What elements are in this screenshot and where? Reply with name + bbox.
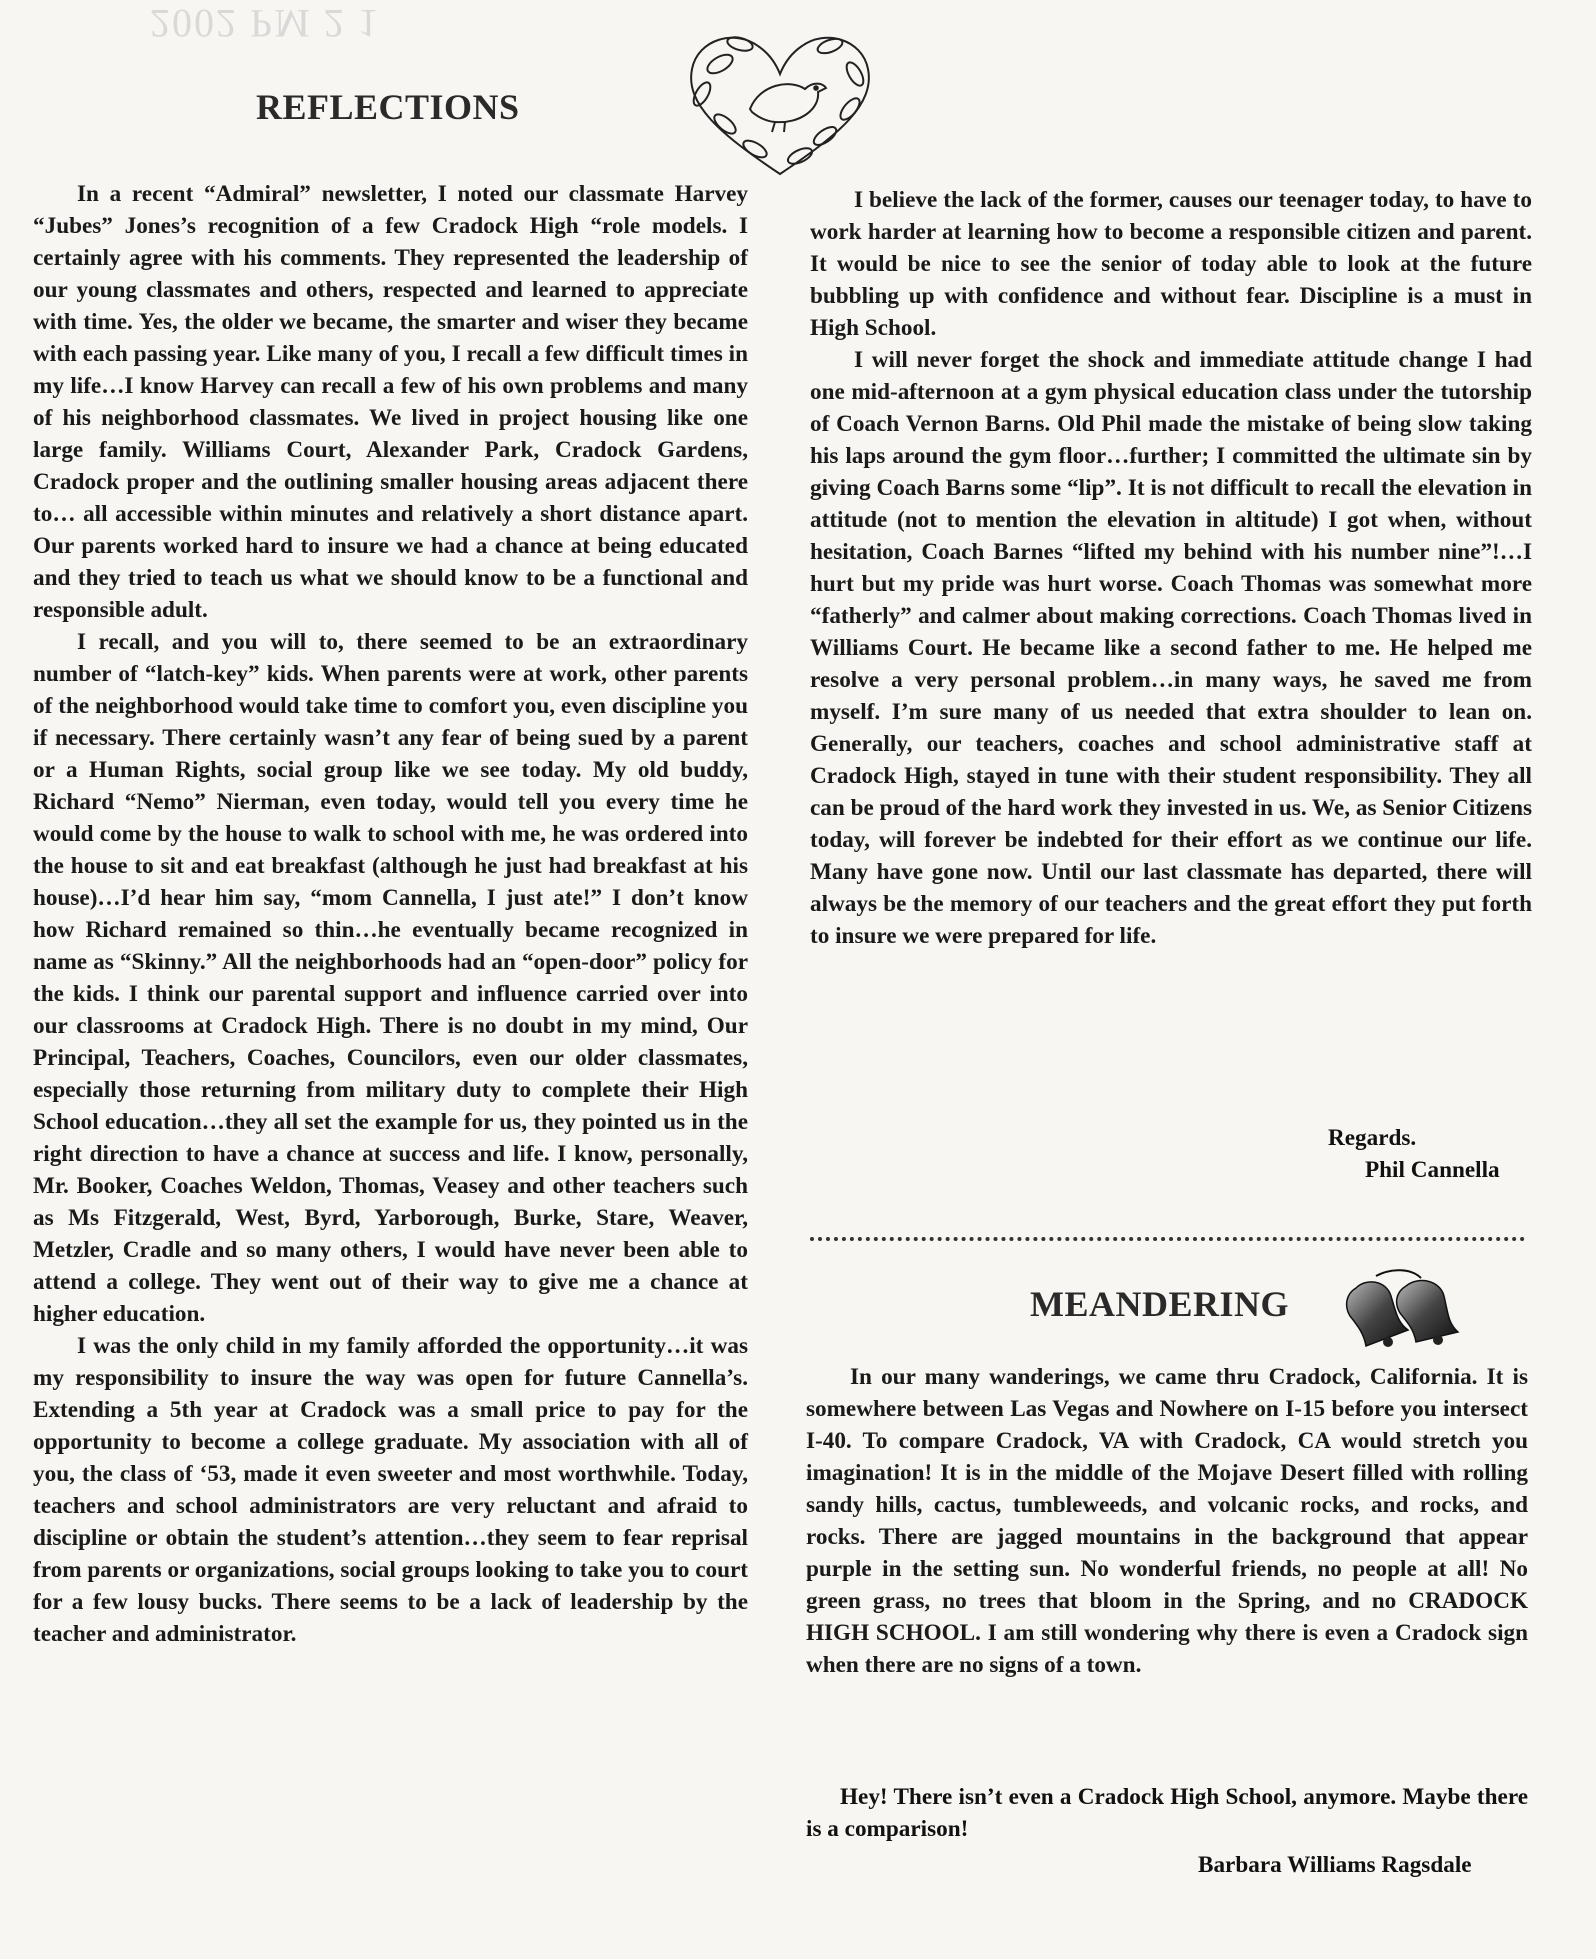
reflections-paragraph: I was the only child in my family afforded the opportunity…it was my responsibility to insure the way was open for future Cannella’s. Extending a 5th year at Cradock was a small price to pay for the opportunity to become a college graduate. My association with all of you, the class of ‘53, made it even sweeter and most worthwhile. Today, teachers and school administrators are very reluctant and afraid to discipline or obtain the student’s attention…they seem to fear reprisal from parents or organizations, social groups looking to take you to court for a few lousy bucks. There seems to be a lack of leadership by the teacher and administrator. [33, 1333, 748, 1647]
reflections-title: REFLECTIONS [256, 87, 520, 127]
reflections-signature: Phil Cannella [1365, 1157, 1500, 1183]
meandering-body [806, 1361, 1528, 1681]
meandering-signature: Barbara Williams Ragsdale [1198, 1852, 1472, 1878]
meandering-title: MEANDERING [1030, 1284, 1290, 1324]
reflections-left-column [33, 178, 748, 1650]
meandering-closing-paragraph: Hey! There isn’t even a Cradock High School, anymore. Maybe there is a comparison! [806, 1784, 1528, 1842]
reflections-paragraph: I believe the lack of the former, causes our teenager today, to have to work harder at learning how to become a responsible citizen and parent. It would be nice to see the senior of today able to look at the future bubbling up with confidence and without fear. Discipline is a must in High School. [810, 187, 1532, 341]
section-divider [810, 1237, 1525, 1241]
bells-ornament-icon [1336, 1268, 1466, 1358]
reflections-right-column [810, 184, 1532, 952]
bleed-through-stamp: 2002 PM 2 1 [150, 1, 380, 46]
reflections-paragraph: I will never forget the shock and immediate attitude change I had one mid-afternoon at a gym physical education class under the tutorship of Coach Vernon Barns. Old Phil made the mistake of being slow taking his laps around the gym floor…further; I committed the ultimate sin by giving Coach Barns some “lip”. It is not difficult to recall the elevation in attitude (not to mention the elevation in altitude) I got when, without hesitation, Coach Barnes “lifted my behind with his number nine”!…I hurt but my pride was hurt worse. Coach Thomas was somewhat more “fatherly” and calmer about making corrections. Coach Thomas lived in Williams Court. He became like a second father to me. He helped me resolve a very personal problem…in many ways, he saved me from myself. I’m sure many of us needed that extra shoulder to lean on. Generally, our teachers, coaches and school administrative staff at Cradock High, stayed in tune with their student responsibility. They all can be proud of the hard work they invested in us. We, as Senior Citizens today, will forever be indebted for their effort as we continue our life. Many have gone now. Until our last classmate has departed, there will always be the memory of our teachers and the great effort they put forth to insure we were prepared for life. [810, 347, 1532, 949]
meandering-paragraph: In our many wanderings, we came thru Cradock, California. It is somewhere between Las Vegas and Nowhere on I-15 before you intersect I-40. To compare Cradock, VA with Cradock, CA would stretch you imagination! It is in the middle of the Mojave Desert filled with rolling sandy hills, cactus, tumbleweeds, and volcanic rocks, and rocks, and rocks. There are jagged mountains in the background that appear purple in the setting sun. No wonderful friends, no people at all! No green grass, no trees that bloom in the Spring, and no CRADOCK HIGH SCHOOL. I am still wondering why there is even a Cradock sign when there are no signs of a town. [806, 1364, 1528, 1678]
reflections-closing: Regards. [1328, 1125, 1417, 1151]
heart-bird-ornament-icon [680, 24, 880, 184]
reflections-paragraph: In a recent “Admiral” newsletter, I noted our classmate Harvey “Jubes” Jones’s recognition of a few Cradock High “role models. I certainly agree with his comments. They represented the leadership of our young classmates and others, respected and learned to appreciate with time. Yes, the older we became, the smarter and wiser they became with each passing year. Like many of you, I recall a few difficult times in my life…I know Harvey can recall a few of his own problems and many of his neighborhood classmates. We lived in project housing like one large family. Williams Court, Alexander Park, Cradock Gardens, Cradock proper and the outlining smaller housing areas adjacent there to… all accessible within minutes and relatively a short distance apart. Our parents worked hard to insure we had a chance at being educated and they tried to teach us what we should know to be a functional and responsible adult. [33, 181, 748, 623]
reflections-paragraph: I recall, and you will to, there seemed to be an extraordinary number of “latch-key” kids. When parents were at work, other parents of the neighborhood would take time to comfort you, even discipline you if necessary. There certainly wasn’t any fear of being sued by a parent or a Human Rights, social group like we see today. My old buddy, Richard “Nemo” Nierman, even today, would tell you every time he would come by the house to walk to school with me, he was ordered into the house to sit and eat breakfast (although he just had breakfast at his house)…I’d hear him say, “mom Cannella, I just ate!” I don’t know how Richard remained so thin…he eventually became recognized in name as “Skinny.” All the neighborhoods had an “open-door” policy for the kids. I think our parental support and influence carried over into our classrooms at Cradock High. There is no doubt in my mind, Our Principal, Teachers, Coaches, Councilors, even our older classmates, especially those returning from military duty to complete their High School education…they all set the example for us, they pointed us in the right direction to have a chance at success and life. I know, personally, Mr. Booker, Coaches Weldon, Thomas, Veasey and other teachers such as Ms Fitzgerald, West, Byrd, Yarborough, Burke, Stare, Weaver, Metzler, Cradle and so many others, I would have never been able to attend a college. They went out of their way to give me a chance at higher education. [33, 629, 748, 1327]
